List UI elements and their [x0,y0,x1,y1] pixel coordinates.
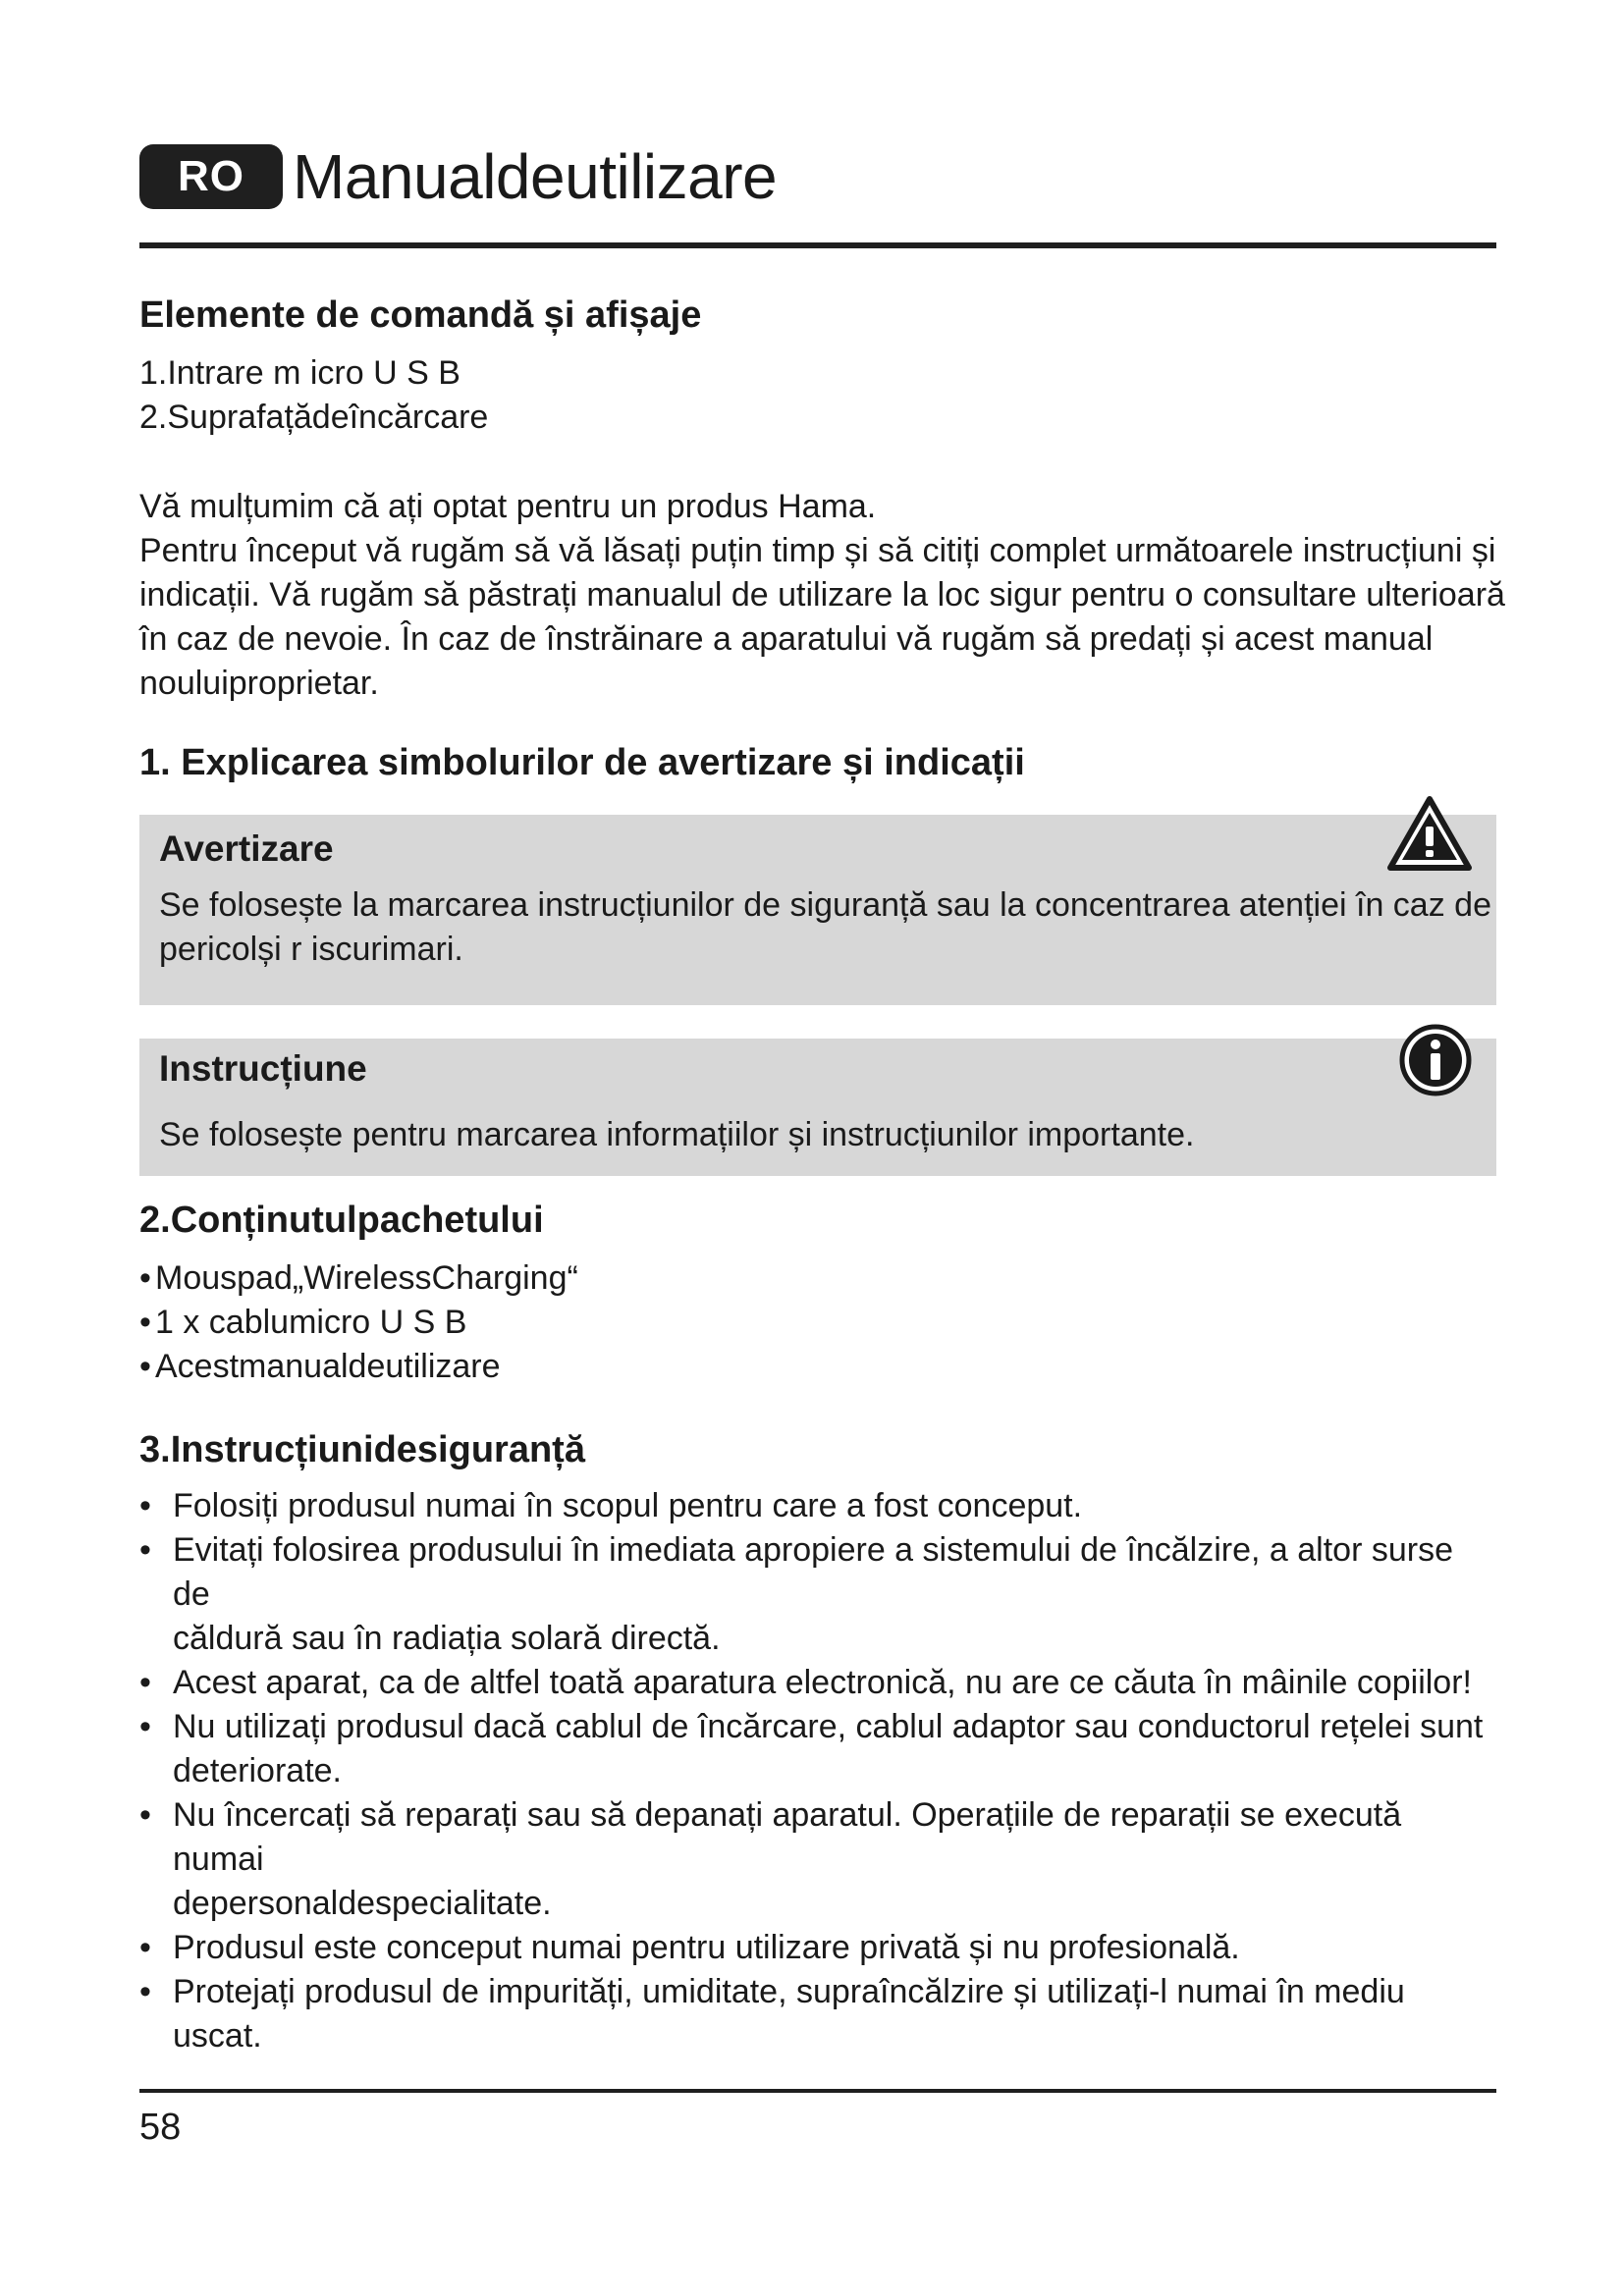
manual-page [139,0,1505,2296]
list-line: • Protejați produsul de impurități, umiditate, supraîncălzire și utilizați-l numai în mediu uscat. [173,1973,1405,2055]
page-title: Manualdeutilizare [293,141,778,212]
warning-title: Avertizare [159,828,334,869]
warning-line: pericolși r iscurimari. [159,931,463,968]
intro-line: Vă mulțumim că ați optat pentru un produs Hama. [139,488,877,525]
instruction-title: Instrucțiune [159,1048,367,1089]
list-item [139,1970,1496,2058]
controls-item: 2.Suprafațădeîncărcare [139,399,489,436]
safety-list [139,1484,1496,2058]
warning-line: Se folosește la marcarea instrucțiunilor de siguranță sau la concentrarea atenției în caz de [159,886,1491,924]
info-icon [1398,1023,1473,1102]
list-item [139,1926,1496,1970]
warning-triangle-icon [1386,795,1473,879]
page-number: 58 [139,2107,182,2148]
package-list [139,1256,1496,1389]
list-item [139,1528,1496,1661]
intro-paragraph [139,485,1505,706]
section3-heading: 3.Instrucțiunidesiguranță [139,1429,585,1470]
controls-list [139,351,1496,440]
list-item [139,1484,1496,1528]
list-item: • 1 x cablumicro U S B [139,1301,1496,1345]
list-item [139,1705,1496,1793]
intro-line: nouluiproprietar. [139,665,379,702]
list-item [139,1661,1496,1705]
list-item: • Mouspad„WirelessCharging“ [139,1256,1496,1301]
footer-divider [139,2089,1496,2093]
controls-item: 1.Intrare m icro U S B [139,354,460,392]
list-line: • Folosiți produsul numai în scopul pentru care a fost conceput. [173,1487,1083,1524]
intro-line: în caz de nevoie. În caz de înstrăinare a aparatului vă rugăm să predați și acest manual [139,620,1434,658]
language-badge: RO [139,144,283,209]
list-line: • Nu utilizați produsul dacă cablul de încărcare, cablul adaptor sau conductorul rețelei sunt [173,1708,1484,1745]
list-line: • Produsul este conceput numai pentru utilizare privată și nu profesională. [173,1929,1240,1966]
list-line: • Acest aparat, ca de altfel toată aparatura electronică, nu are ce căuta în mâinile copiilor! [173,1664,1472,1701]
page-header [139,137,777,216]
instruction-text [159,1113,1194,1157]
instruction-line: Se folosește pentru marcarea informațiilor și instrucțiunilor importante. [159,1116,1195,1153]
list-item [139,1793,1496,1926]
instruction-box [139,1039,1496,1176]
list-line: depersonaldespecialitate. [173,1885,552,1922]
intro-line: Pentru început vă rugăm să vă lăsați puțin timp și să citiți complet următoarele instrucțiuni și [139,532,1496,569]
intro-line: indicații. Vă rugăm să păstrați manualul de utilizare la loc sigur pentru o consultare ulterioară [139,576,1505,614]
list-line: căldură sau în radiația solară directă. [173,1620,721,1657]
warning-text [159,883,1491,972]
list-item: • Acestmanualdeutilizare [139,1345,1496,1389]
controls-heading: Elemente de comandă și afișaje [139,294,702,336]
header-divider [139,242,1496,248]
section1-heading: 1. Explicarea simbolurilor de avertizare și indicații [139,742,1025,783]
section2-heading: 2.Conținutulpachetului [139,1200,544,1241]
list-line: • Evitați folosirea produsului în imediata apropiere a sistemului de încălzire, a altor surse de [173,1531,1453,1613]
list-line: • Nu încercați să reparați sau să depanați aparatul. Operațiile de reparații se execută numai [173,1796,1402,1878]
warning-box [139,815,1496,1005]
list-line: deteriorate. [173,1752,342,1789]
